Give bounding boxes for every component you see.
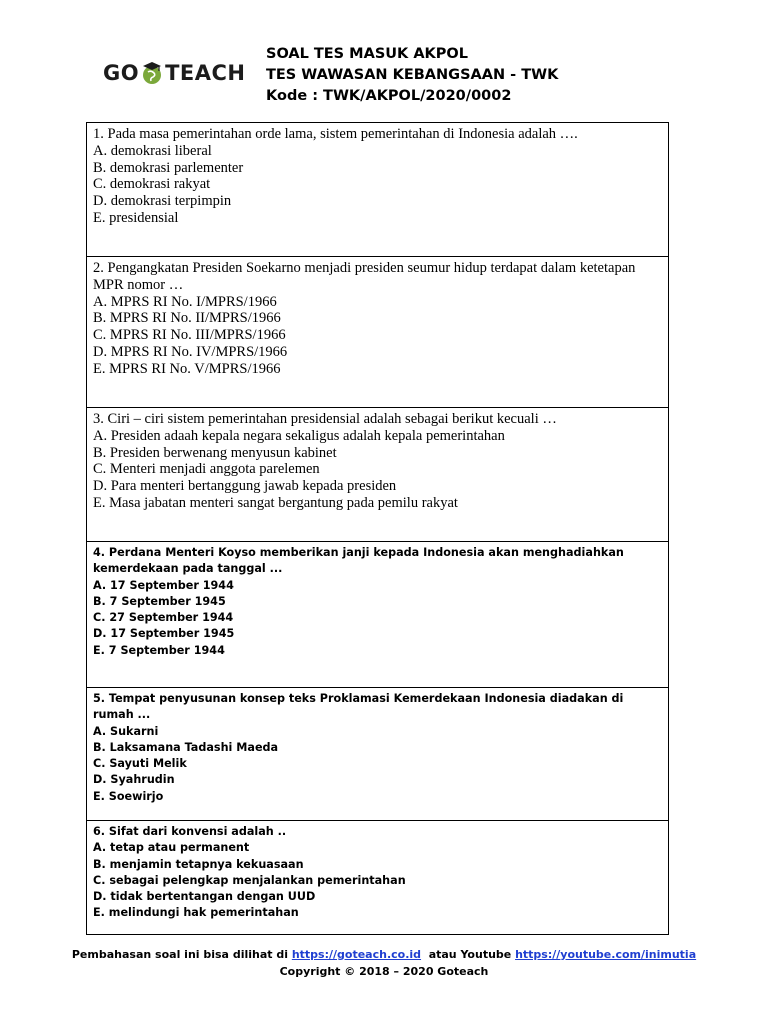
answer-option: A. 17 September 1944 [93,578,234,592]
answer-option: D. tidak bertentangan dengan UUD [93,890,316,904]
youtube-channel-link[interactable]: https://youtube.com/inimutia [515,948,697,961]
document-header [266,44,558,107]
question-box-4 [86,541,669,688]
footer-prefix: Pembahasan soal ini bisa dilihat di [71,948,292,961]
logo-text-teach: TEACH [165,61,246,85]
answer-option: A. Presiden adaah kepala negara sekaligus adalah kepala pemerintahan [93,427,505,444]
footer-links-line [0,948,768,961]
answer-option: E. 7 September 1944 [93,643,225,657]
answer-option: C. 27 September 1944 [93,611,234,625]
answer-option: E. presidensial [93,209,179,226]
question-text: 5. Tempat penyusunan konsep teks Proklamasi Kemerdekaan Indonesia diadakan di rumah ... [93,692,624,722]
answer-option: B. Laksamana Tadashi Maeda [93,740,279,754]
answer-option: D. 17 September 1945 [93,627,235,641]
question-text: 1. Pada masa pemerintahan orde lama, sistem pemerintahan di Indonesia adalah …. [93,126,578,142]
logo-text-go: GO [103,61,140,85]
answer-option: C. sebagai pelengkap menjalankan pemerintahan [93,873,406,887]
question-box-6 [86,820,669,935]
answer-option: B. Presiden berwenang menyusun kabinet [93,444,337,461]
header-subtitle: TES WAWASAN KEBANGSAAN - TWK [266,67,559,83]
answer-option: A. MPRS RI No. I/MPRS/1966 [93,293,277,310]
question-text: 6. Sifat dari konvensi adalah .. [93,825,287,838]
answer-option: D. demokrasi terpimpin [93,193,232,210]
question-text: 2. Pengangkatan Presiden Soekarno menjadi presiden seumur hidup terdapat dalam ketetapan MPR nomor … [93,260,636,293]
footer-middle: atau Youtube [421,948,516,961]
answer-option: A. demokrasi liberal [93,142,212,159]
goteach-website-link[interactable]: https://goteach.co.id [291,948,422,961]
question-box-3 [86,407,669,542]
footer-copyright: Copyright © 2018 – 2020 Goteach [279,965,489,978]
answer-option: B. menjamin tetapnya kekuasaan [93,857,304,871]
question-box-5 [86,687,669,821]
answer-option: C. Menteri menjadi anggota parelemen [93,461,320,478]
question-box-1 [86,122,669,257]
answer-option: E. melindungi hak pemerintahan [93,906,299,920]
answer-option: D. Para menteri bertanggung jawab kepada presiden [93,478,397,495]
goteach-logo [103,56,246,90]
header-title: SOAL TES MASUK AKPOL [266,46,468,62]
question-text: 4. Perdana Menteri Koyso memberikan janji kepada Indonesia akan menghadiahkan kemerdekaan pada tanggal ... [93,546,624,576]
answer-option: C. demokrasi rakyat [93,176,211,193]
answer-option: B. demokrasi parlementer [93,159,244,176]
answer-option: B. 7 September 1945 [93,594,226,608]
answer-option: C. Sayuti Melik [93,757,187,771]
graduation-cap-globe-icon [141,61,163,85]
question-box-2 [86,256,669,408]
answer-option: E. MPRS RI No. V/MPRS/1966 [93,360,281,377]
answer-option: C. MPRS RI No. III/MPRS/1966 [93,327,286,344]
answer-option: D. Syahrudin [93,773,175,787]
answer-option: E. Soewirjo [93,789,164,803]
answer-option: A. Sukarni [93,724,159,738]
answer-option: B. MPRS RI No. II/MPRS/1966 [93,310,281,327]
answer-option: D. MPRS RI No. IV/MPRS/1966 [93,343,288,360]
header-code: Kode : TWK/AKPOL/2020/0002 [266,88,512,104]
question-text: 3. Ciri – ciri sistem pemerintahan presidensial adalah sebagai berikut kecuali … [93,411,557,427]
answer-option: E. Masa jabatan menteri sangat bergantung pada pemilu rakyat [93,494,458,511]
answer-option: A. tetap atau permanent [93,841,250,855]
